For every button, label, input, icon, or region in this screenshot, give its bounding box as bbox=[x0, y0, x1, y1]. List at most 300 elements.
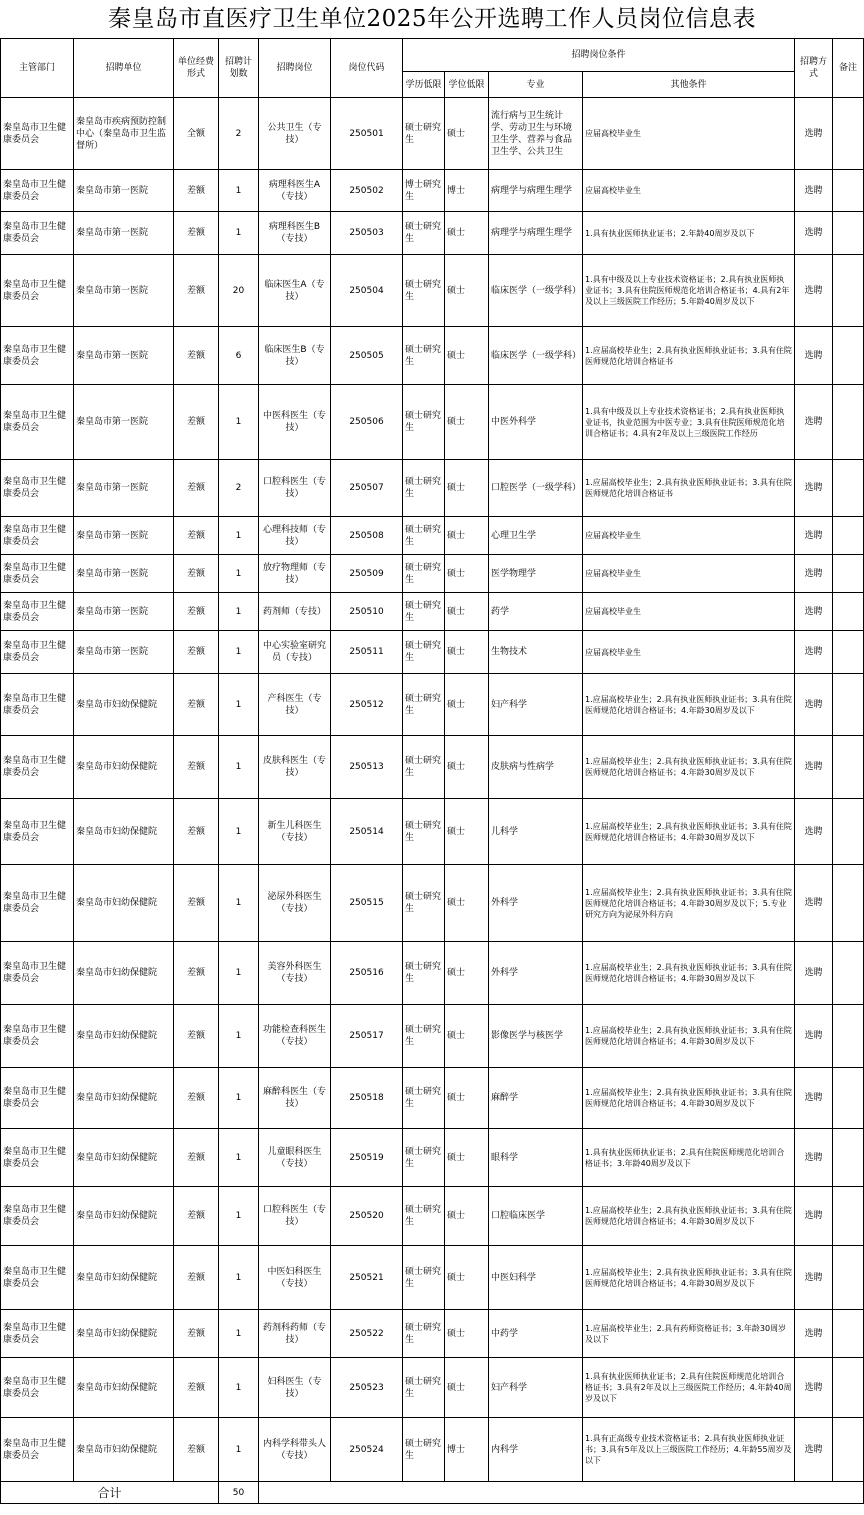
quota-cell: 1 bbox=[219, 212, 259, 255]
unit-cell: 秦皇岛市妇幼保健院 bbox=[74, 674, 174, 736]
unit-cell: 秦皇岛市妇幼保健院 bbox=[74, 736, 174, 799]
edu-cell: 硕士研究生 bbox=[403, 1068, 445, 1129]
table-row bbox=[1, 170, 864, 212]
quota-cell: 2 bbox=[219, 98, 259, 170]
unit-cell: 秦皇岛市妇幼保健院 bbox=[74, 799, 174, 865]
header-method: 招聘方式 bbox=[795, 39, 833, 98]
method-cell: 选聘 bbox=[795, 327, 833, 385]
funding-cell: 差额 bbox=[174, 1358, 219, 1418]
funding-cell: 差额 bbox=[174, 942, 219, 1005]
funding-cell: 差额 bbox=[174, 385, 219, 460]
major-cell: 口腔医学（一级学科） bbox=[489, 460, 583, 517]
code-cell: 250510 bbox=[331, 593, 403, 631]
edu-cell: 硕士研究生 bbox=[403, 1005, 445, 1068]
edu-cell: 硕士研究生 bbox=[403, 1246, 445, 1310]
edu-cell: 硕士研究生 bbox=[403, 1187, 445, 1246]
quota-cell: 6 bbox=[219, 327, 259, 385]
edu-cell: 博士研究生 bbox=[403, 170, 445, 212]
unit-cell: 秦皇岛市第一医院 bbox=[74, 460, 174, 517]
method-cell: 选聘 bbox=[795, 736, 833, 799]
note-cell bbox=[833, 212, 864, 255]
major-cell: 病理学与病理生理学 bbox=[489, 212, 583, 255]
note-cell bbox=[833, 865, 864, 942]
degree-cell: 硕士 bbox=[445, 255, 489, 327]
note-cell bbox=[833, 255, 864, 327]
position-cell: 泌尿外科医生（专技） bbox=[259, 865, 331, 942]
code-cell: 250517 bbox=[331, 1005, 403, 1068]
edu-cell: 硕士研究生 bbox=[403, 460, 445, 517]
funding-cell: 差额 bbox=[174, 593, 219, 631]
note-cell bbox=[833, 942, 864, 1005]
note-cell bbox=[833, 736, 864, 799]
note-cell bbox=[833, 327, 864, 385]
unit-cell: 秦皇岛市妇幼保健院 bbox=[74, 1246, 174, 1310]
position-cell: 妇科医生（专技） bbox=[259, 1358, 331, 1418]
quota-cell: 1 bbox=[219, 1310, 259, 1358]
code-cell: 250519 bbox=[331, 1129, 403, 1187]
degree-cell: 硕士 bbox=[445, 865, 489, 942]
method-cell: 选聘 bbox=[795, 1129, 833, 1187]
header-row-1 bbox=[1, 39, 864, 72]
degree-cell: 硕士 bbox=[445, 460, 489, 517]
unit-cell: 秦皇岛市第一医院 bbox=[74, 517, 174, 555]
edu-cell: 硕士研究生 bbox=[403, 799, 445, 865]
other-conditions-cell: 1.应届高校毕业生；2.具有执业医师执业证书；3.具有住院医师规范化培训合格证书 bbox=[583, 327, 795, 385]
degree-cell: 硕士 bbox=[445, 555, 489, 593]
method-cell: 选聘 bbox=[795, 255, 833, 327]
table-row bbox=[1, 1246, 864, 1310]
code-cell: 250523 bbox=[331, 1358, 403, 1418]
unit-cell: 秦皇岛市第一医院 bbox=[74, 555, 174, 593]
method-cell: 选聘 bbox=[795, 212, 833, 255]
method-cell: 选聘 bbox=[795, 555, 833, 593]
quota-cell: 1 bbox=[219, 517, 259, 555]
code-cell: 250503 bbox=[331, 212, 403, 255]
position-cell: 美容外科医生（专技） bbox=[259, 942, 331, 1005]
unit-cell: 秦皇岛市妇幼保健院 bbox=[74, 1068, 174, 1129]
funding-cell: 差额 bbox=[174, 555, 219, 593]
major-cell: 妇产科学 bbox=[489, 674, 583, 736]
method-cell: 选聘 bbox=[795, 799, 833, 865]
dept-cell: 秦皇岛市卫生健康委员会 bbox=[1, 170, 74, 212]
funding-cell: 差额 bbox=[174, 674, 219, 736]
funding-cell: 差额 bbox=[174, 1129, 219, 1187]
quota-cell: 1 bbox=[219, 593, 259, 631]
major-cell: 中医妇科学 bbox=[489, 1246, 583, 1310]
degree-cell: 硕士 bbox=[445, 631, 489, 674]
major-cell: 心理卫生学 bbox=[489, 517, 583, 555]
position-cell: 病理科医生A（专技） bbox=[259, 170, 331, 212]
dept-cell: 秦皇岛市卫生健康委员会 bbox=[1, 631, 74, 674]
note-cell bbox=[833, 1068, 864, 1129]
edu-cell: 硕士研究生 bbox=[403, 1418, 445, 1482]
degree-cell: 硕士 bbox=[445, 327, 489, 385]
funding-cell: 全额 bbox=[174, 98, 219, 170]
major-cell: 内科学 bbox=[489, 1418, 583, 1482]
position-cell: 口腔科医生（专技） bbox=[259, 1187, 331, 1246]
funding-cell: 差额 bbox=[174, 1310, 219, 1358]
other-conditions-cell: 1.应届高校毕业生；2.具有执业医师执业证书；3.具有住院医师规范化培训合格证书；4.年龄30周岁及以下 bbox=[583, 1246, 795, 1310]
total-quota: 50 bbox=[219, 1482, 259, 1504]
table-row bbox=[1, 736, 864, 799]
page-title: 秦皇岛市直医疗卫生单位2025年公开选聘工作人员岗位信息表 bbox=[107, 6, 757, 32]
note-cell bbox=[833, 170, 864, 212]
funding-cell: 差额 bbox=[174, 255, 219, 327]
unit-cell: 秦皇岛市妇幼保健院 bbox=[74, 865, 174, 942]
funding-cell: 差额 bbox=[174, 170, 219, 212]
note-cell bbox=[833, 631, 864, 674]
position-cell: 口腔科医生（专技） bbox=[259, 460, 331, 517]
dept-cell: 秦皇岛市卫生健康委员会 bbox=[1, 1129, 74, 1187]
degree-cell: 博士 bbox=[445, 1418, 489, 1482]
position-table bbox=[0, 38, 864, 1504]
header-quota: 招聘计划数 bbox=[219, 39, 259, 98]
funding-cell: 差额 bbox=[174, 631, 219, 674]
position-cell: 放疗物理师（专技） bbox=[259, 555, 331, 593]
major-cell: 外科学 bbox=[489, 942, 583, 1005]
code-cell: 250521 bbox=[331, 1246, 403, 1310]
major-cell: 临床医学（一级学科） bbox=[489, 327, 583, 385]
other-conditions-cell: 1.应届高校毕业生；2.具有执业医师执业证书；3.具有住院医师规范化培训合格证书；4.年龄30周岁及以下 bbox=[583, 799, 795, 865]
method-cell: 选聘 bbox=[795, 460, 833, 517]
method-cell: 选聘 bbox=[795, 1068, 833, 1129]
method-cell: 选聘 bbox=[795, 170, 833, 212]
other-conditions-cell: 1.应届高校毕业生；2.具有执业医师执业证书；3.具有住院医师规范化培训合格证书；4.年龄30周岁及以下；5.专业研究方向为泌尿外科方向 bbox=[583, 865, 795, 942]
edu-cell: 硕士研究生 bbox=[403, 1310, 445, 1358]
dept-cell: 秦皇岛市卫生健康委员会 bbox=[1, 212, 74, 255]
major-cell: 妇产科学 bbox=[489, 1358, 583, 1418]
quota-cell: 1 bbox=[219, 674, 259, 736]
table-row bbox=[1, 1187, 864, 1246]
other-conditions-cell: 1.应届高校毕业生；2.具有药师资格证书；3.年龄30周岁及以下 bbox=[583, 1310, 795, 1358]
table-row bbox=[1, 1358, 864, 1418]
degree-cell: 硕士 bbox=[445, 1310, 489, 1358]
unit-cell: 秦皇岛市妇幼保健院 bbox=[74, 1005, 174, 1068]
funding-cell: 差额 bbox=[174, 1418, 219, 1482]
dept-cell: 秦皇岛市卫生健康委员会 bbox=[1, 1246, 74, 1310]
position-cell: 麻醉科医生（专技） bbox=[259, 1068, 331, 1129]
method-cell: 选聘 bbox=[795, 1358, 833, 1418]
note-cell bbox=[833, 517, 864, 555]
degree-cell: 硕士 bbox=[445, 1358, 489, 1418]
funding-cell: 差额 bbox=[174, 865, 219, 942]
major-cell: 影像医学与核医学 bbox=[489, 1005, 583, 1068]
table-row bbox=[1, 1418, 864, 1482]
quota-cell: 1 bbox=[219, 1068, 259, 1129]
code-cell: 250505 bbox=[331, 327, 403, 385]
dept-cell: 秦皇岛市卫生健康委员会 bbox=[1, 327, 74, 385]
code-cell: 250506 bbox=[331, 385, 403, 460]
quota-cell: 1 bbox=[219, 170, 259, 212]
total-empty bbox=[259, 1482, 864, 1504]
position-cell: 临床医生A（专技） bbox=[259, 255, 331, 327]
funding-cell: 差额 bbox=[174, 460, 219, 517]
note-cell bbox=[833, 799, 864, 865]
method-cell: 选聘 bbox=[795, 1246, 833, 1310]
funding-cell: 差额 bbox=[174, 1246, 219, 1310]
dept-cell: 秦皇岛市卫生健康委员会 bbox=[1, 1310, 74, 1358]
method-cell: 选聘 bbox=[795, 517, 833, 555]
position-cell: 功能检查科医生（专技） bbox=[259, 1005, 331, 1068]
dept-cell: 秦皇岛市卫生健康委员会 bbox=[1, 385, 74, 460]
funding-cell: 差额 bbox=[174, 799, 219, 865]
table-row bbox=[1, 593, 864, 631]
edu-cell: 硕士研究生 bbox=[403, 1358, 445, 1418]
method-cell: 选聘 bbox=[795, 631, 833, 674]
unit-cell: 秦皇岛市疾病预防控制中心（秦皇岛市卫生监督所） bbox=[74, 98, 174, 170]
table-row bbox=[1, 1005, 864, 1068]
quota-cell: 1 bbox=[219, 1246, 259, 1310]
edu-cell: 硕士研究生 bbox=[403, 98, 445, 170]
major-cell: 流行病与卫生统计学、劳动卫生与环境卫生学、营养与食品卫生学、公共卫生 bbox=[489, 98, 583, 170]
header-unit: 招聘单位 bbox=[74, 39, 174, 98]
other-conditions-cell: 1.应届高校毕业生；2.具有执业医师执业证书；3.具有住院医师规范化培训合格证书；4.年龄30周岁及以下 bbox=[583, 942, 795, 1005]
major-cell: 麻醉学 bbox=[489, 1068, 583, 1129]
degree-cell: 硕士 bbox=[445, 593, 489, 631]
code-cell: 250516 bbox=[331, 942, 403, 1005]
edu-cell: 硕士研究生 bbox=[403, 865, 445, 942]
quota-cell: 2 bbox=[219, 460, 259, 517]
degree-cell: 硕士 bbox=[445, 674, 489, 736]
position-cell: 药剂师（专技） bbox=[259, 593, 331, 631]
table-row bbox=[1, 942, 864, 1005]
total-label: 合计 bbox=[1, 1482, 219, 1504]
unit-cell: 秦皇岛市第一医院 bbox=[74, 327, 174, 385]
table-row bbox=[1, 799, 864, 865]
degree-cell: 硕士 bbox=[445, 517, 489, 555]
table-row bbox=[1, 674, 864, 736]
note-cell bbox=[833, 1005, 864, 1068]
position-cell: 内科学科带头人（专技） bbox=[259, 1418, 331, 1482]
dept-cell: 秦皇岛市卫生健康委员会 bbox=[1, 1418, 74, 1482]
degree-cell: 硕士 bbox=[445, 1068, 489, 1129]
dept-cell: 秦皇岛市卫生健康委员会 bbox=[1, 555, 74, 593]
table-row bbox=[1, 1129, 864, 1187]
dept-cell: 秦皇岛市卫生健康委员会 bbox=[1, 98, 74, 170]
code-cell: 250512 bbox=[331, 674, 403, 736]
position-cell: 药剂科药师（专技） bbox=[259, 1310, 331, 1358]
table-row bbox=[1, 327, 864, 385]
quota-cell: 1 bbox=[219, 1187, 259, 1246]
header-major: 专业 bbox=[489, 72, 583, 98]
degree-cell: 硕士 bbox=[445, 942, 489, 1005]
degree-cell: 博士 bbox=[445, 170, 489, 212]
header-funding: 单位经费形式 bbox=[174, 39, 219, 98]
quota-cell: 1 bbox=[219, 799, 259, 865]
other-conditions-cell: 应届高校毕业生 bbox=[583, 631, 795, 674]
code-cell: 250502 bbox=[331, 170, 403, 212]
quota-cell: 1 bbox=[219, 1005, 259, 1068]
major-cell: 中医外科学 bbox=[489, 385, 583, 460]
position-cell: 中医科医生（专技） bbox=[259, 385, 331, 460]
header-other: 其他条件 bbox=[583, 72, 795, 98]
code-cell: 250524 bbox=[331, 1418, 403, 1482]
position-cell: 皮肤科医生（专技） bbox=[259, 736, 331, 799]
unit-cell: 秦皇岛市第一医院 bbox=[74, 212, 174, 255]
other-conditions-cell: 1.具有中级及以上专业技术资格证书；2.具有执业医师执业证书，执业范围为中医专业；3.具有住院医师规范化培训合格证书；4.具有2年及以上三级医院工作经历 bbox=[583, 385, 795, 460]
major-cell: 外科学 bbox=[489, 865, 583, 942]
degree-cell: 硕士 bbox=[445, 736, 489, 799]
position-cell: 病理科医生B（专技） bbox=[259, 212, 331, 255]
funding-cell: 差额 bbox=[174, 327, 219, 385]
unit-cell: 秦皇岛市妇幼保健院 bbox=[74, 1129, 174, 1187]
header-note: 备注 bbox=[833, 39, 864, 98]
other-conditions-cell: 1.具有执业医师执业证书；2.年龄40周岁及以下 bbox=[583, 212, 795, 255]
note-cell bbox=[833, 1187, 864, 1246]
edu-cell: 硕士研究生 bbox=[403, 593, 445, 631]
header-conditions: 招聘岗位条件 bbox=[403, 39, 795, 72]
code-cell: 250522 bbox=[331, 1310, 403, 1358]
header-code: 岗位代码 bbox=[331, 39, 403, 98]
degree-cell: 硕士 bbox=[445, 1187, 489, 1246]
other-conditions-cell: 1.应届高校毕业生；2.具有执业医师执业证书；3.具有住院医师规范化培训合格证书 bbox=[583, 460, 795, 517]
unit-cell: 秦皇岛市妇幼保健院 bbox=[74, 1187, 174, 1246]
other-conditions-cell: 1.应届高校毕业生；2.具有执业医师执业证书；3.具有住院医师规范化培训合格证书；4.年龄30周岁及以下 bbox=[583, 1068, 795, 1129]
note-cell bbox=[833, 1129, 864, 1187]
unit-cell: 秦皇岛市妇幼保健院 bbox=[74, 1310, 174, 1358]
major-cell: 医学物理学 bbox=[489, 555, 583, 593]
position-cell: 中心实验室研究员（专技） bbox=[259, 631, 331, 674]
method-cell: 选聘 bbox=[795, 1187, 833, 1246]
method-cell: 选聘 bbox=[795, 942, 833, 1005]
dept-cell: 秦皇岛市卫生健康委员会 bbox=[1, 942, 74, 1005]
edu-cell: 硕士研究生 bbox=[403, 327, 445, 385]
position-cell: 新生儿科医生（专技） bbox=[259, 799, 331, 865]
note-cell bbox=[833, 593, 864, 631]
code-cell: 250508 bbox=[331, 517, 403, 555]
funding-cell: 差额 bbox=[174, 736, 219, 799]
dept-cell: 秦皇岛市卫生健康委员会 bbox=[1, 1358, 74, 1418]
dept-cell: 秦皇岛市卫生健康委员会 bbox=[1, 517, 74, 555]
edu-cell: 硕士研究生 bbox=[403, 555, 445, 593]
edu-cell: 硕士研究生 bbox=[403, 255, 445, 327]
other-conditions-cell: 1.具有中级及以上专业技术资格证书；2.具有执业医师执业证书；3.具有住院医师规范化培训合格证书；4.具有2年及以上三级医院工作经历；5.年龄40周岁及以下 bbox=[583, 255, 795, 327]
dept-cell: 秦皇岛市卫生健康委员会 bbox=[1, 593, 74, 631]
funding-cell: 差额 bbox=[174, 1005, 219, 1068]
code-cell: 250509 bbox=[331, 555, 403, 593]
position-cell: 儿童眼科医生（专技） bbox=[259, 1129, 331, 1187]
funding-cell: 差额 bbox=[174, 212, 219, 255]
quota-cell: 1 bbox=[219, 942, 259, 1005]
unit-cell: 秦皇岛市第一医院 bbox=[74, 170, 174, 212]
unit-cell: 秦皇岛市第一医院 bbox=[74, 631, 174, 674]
table-row bbox=[1, 385, 864, 460]
major-cell: 药学 bbox=[489, 593, 583, 631]
position-cell: 产科医生（专技） bbox=[259, 674, 331, 736]
method-cell: 选聘 bbox=[795, 674, 833, 736]
degree-cell: 硕士 bbox=[445, 1005, 489, 1068]
table-row bbox=[1, 517, 864, 555]
dept-cell: 秦皇岛市卫生健康委员会 bbox=[1, 736, 74, 799]
note-cell bbox=[833, 98, 864, 170]
unit-cell: 秦皇岛市第一医院 bbox=[74, 385, 174, 460]
degree-cell: 硕士 bbox=[445, 1129, 489, 1187]
major-cell: 生物技术 bbox=[489, 631, 583, 674]
method-cell: 选聘 bbox=[795, 593, 833, 631]
edu-cell: 硕士研究生 bbox=[403, 674, 445, 736]
table-body bbox=[1, 98, 864, 1482]
quota-cell: 1 bbox=[219, 555, 259, 593]
major-cell: 儿科学 bbox=[489, 799, 583, 865]
other-conditions-cell: 应届高校毕业生 bbox=[583, 517, 795, 555]
code-cell: 250513 bbox=[331, 736, 403, 799]
method-cell: 选聘 bbox=[795, 98, 833, 170]
table-row bbox=[1, 631, 864, 674]
funding-cell: 差额 bbox=[174, 1068, 219, 1129]
method-cell: 选聘 bbox=[795, 1418, 833, 1482]
method-cell: 选聘 bbox=[795, 865, 833, 942]
dept-cell: 秦皇岛市卫生健康委员会 bbox=[1, 460, 74, 517]
note-cell bbox=[833, 555, 864, 593]
table-row bbox=[1, 460, 864, 517]
header-dept: 主管部门 bbox=[1, 39, 74, 98]
unit-cell: 秦皇岛市妇幼保健院 bbox=[74, 942, 174, 1005]
position-cell: 心理科技师（专技） bbox=[259, 517, 331, 555]
edu-cell: 硕士研究生 bbox=[403, 1129, 445, 1187]
code-cell: 250518 bbox=[331, 1068, 403, 1129]
code-cell: 250501 bbox=[331, 98, 403, 170]
code-cell: 250520 bbox=[331, 1187, 403, 1246]
major-cell: 眼科学 bbox=[489, 1129, 583, 1187]
method-cell: 选聘 bbox=[795, 1005, 833, 1068]
table-row bbox=[1, 1310, 864, 1358]
dept-cell: 秦皇岛市卫生健康委员会 bbox=[1, 1068, 74, 1129]
major-cell: 中药学 bbox=[489, 1310, 583, 1358]
quota-cell: 20 bbox=[219, 255, 259, 327]
code-cell: 250511 bbox=[331, 631, 403, 674]
note-cell bbox=[833, 1358, 864, 1418]
edu-cell: 硕士研究生 bbox=[403, 942, 445, 1005]
other-conditions-cell: 1.应届高校毕业生；2.具有执业医师执业证书；3.具有住院医师规范化培训合格证书；4.年龄30周岁及以下 bbox=[583, 1005, 795, 1068]
major-cell: 临床医学（一级学科） bbox=[489, 255, 583, 327]
other-conditions-cell: 应届高校毕业生 bbox=[583, 98, 795, 170]
note-cell bbox=[833, 385, 864, 460]
dept-cell: 秦皇岛市卫生健康委员会 bbox=[1, 799, 74, 865]
note-cell bbox=[833, 460, 864, 517]
dept-cell: 秦皇岛市卫生健康委员会 bbox=[1, 674, 74, 736]
degree-cell: 硕士 bbox=[445, 1246, 489, 1310]
dept-cell: 秦皇岛市卫生健康委员会 bbox=[1, 1187, 74, 1246]
header-degree: 学位低限 bbox=[445, 72, 489, 98]
total-row bbox=[1, 1482, 864, 1504]
quota-cell: 1 bbox=[219, 385, 259, 460]
degree-cell: 硕士 bbox=[445, 799, 489, 865]
quota-cell: 1 bbox=[219, 736, 259, 799]
other-conditions-cell: 1.具有正高级专业技术资格证书；2.具有执业医师执业证书；3.具有5年及以上三级医院工作经历；4.年龄55周岁及以下 bbox=[583, 1418, 795, 1482]
code-cell: 250504 bbox=[331, 255, 403, 327]
degree-cell: 硕士 bbox=[445, 385, 489, 460]
table-row bbox=[1, 255, 864, 327]
degree-cell: 硕士 bbox=[445, 212, 489, 255]
funding-cell: 差额 bbox=[174, 517, 219, 555]
table-row bbox=[1, 555, 864, 593]
other-conditions-cell: 1.具有执业医师执业证书；2.具有住院医师规范化培训合格证书；3.具有2年及以上三级医院工作经历；4.年龄40周岁及以下 bbox=[583, 1358, 795, 1418]
other-conditions-cell: 应届高校毕业生 bbox=[583, 170, 795, 212]
major-cell: 皮肤病与性病学 bbox=[489, 736, 583, 799]
unit-cell: 秦皇岛市妇幼保健院 bbox=[74, 1358, 174, 1418]
dept-cell: 秦皇岛市卫生健康委员会 bbox=[1, 865, 74, 942]
table-row bbox=[1, 98, 864, 170]
other-conditions-cell: 1.应届高校毕业生；2.具有执业医师执业证书；3.具有住院医师规范化培训合格证书；4.年龄30周岁及以下 bbox=[583, 1187, 795, 1246]
table-row bbox=[1, 865, 864, 942]
quota-cell: 1 bbox=[219, 865, 259, 942]
table-row bbox=[1, 1068, 864, 1129]
unit-cell: 秦皇岛市妇幼保健院 bbox=[74, 1418, 174, 1482]
position-cell: 中医妇科医生（专技） bbox=[259, 1246, 331, 1310]
note-cell bbox=[833, 674, 864, 736]
other-conditions-cell: 应届高校毕业生 bbox=[583, 593, 795, 631]
edu-cell: 硕士研究生 bbox=[403, 385, 445, 460]
